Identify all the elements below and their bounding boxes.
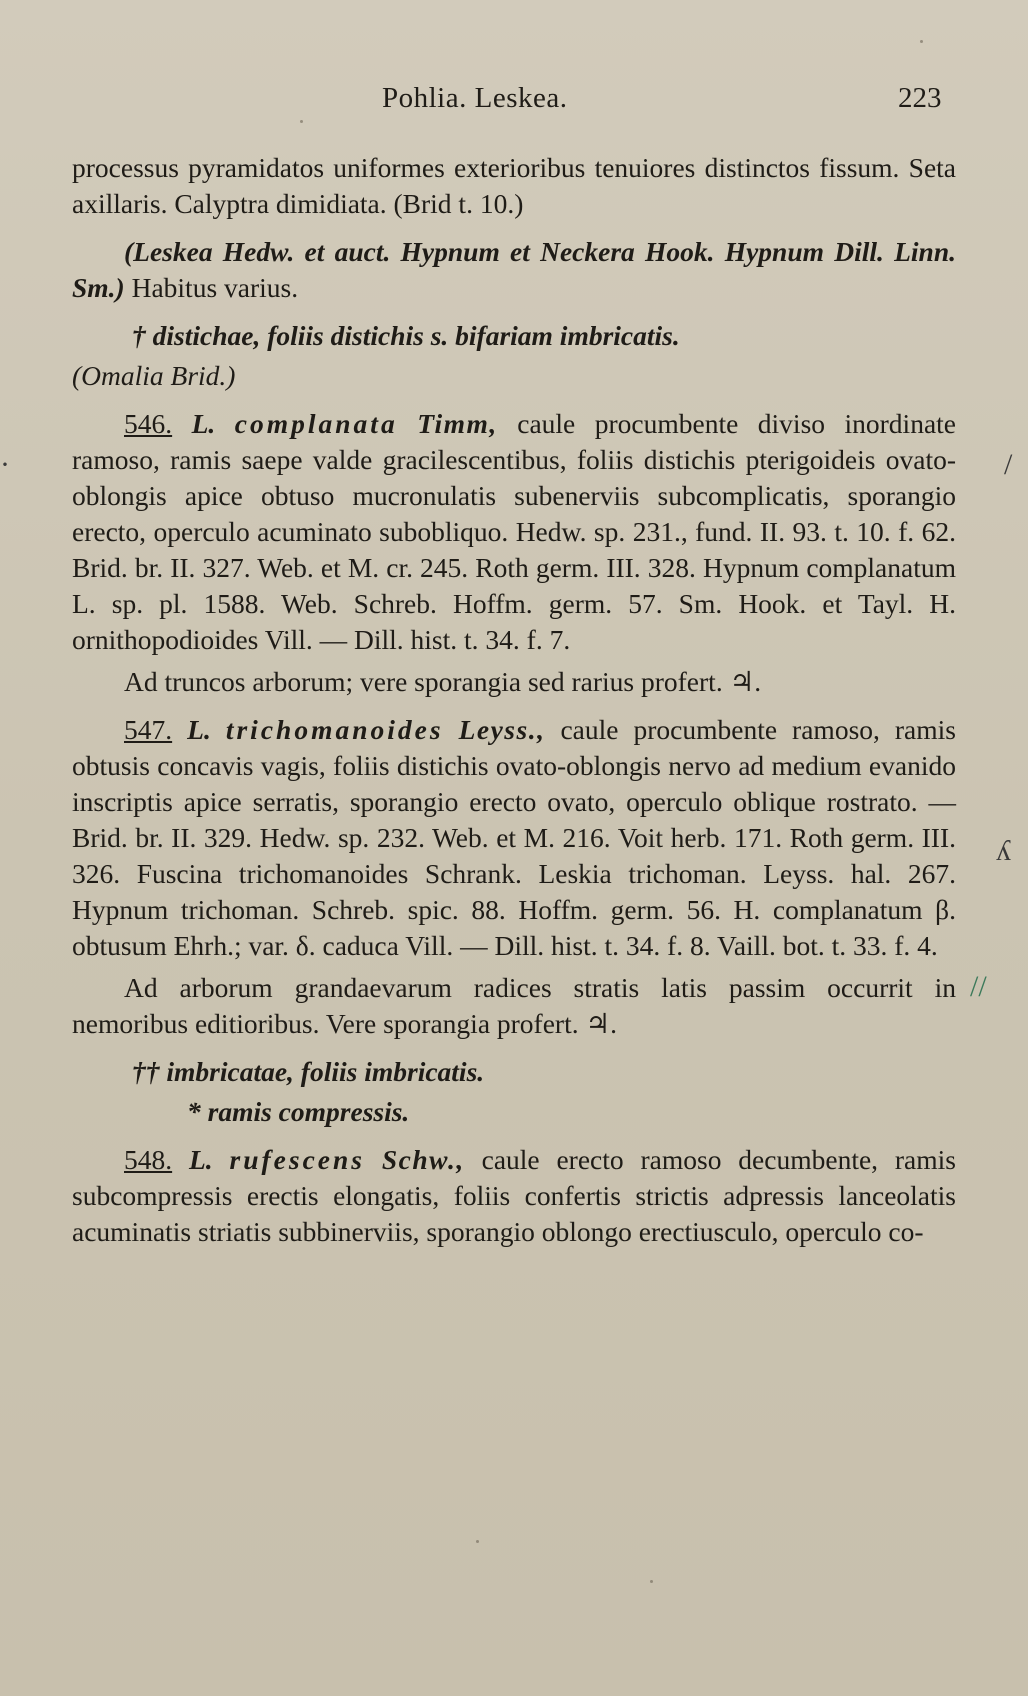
page-header [0, 76, 1028, 120]
page-number: 223 [898, 82, 942, 114]
paper-speck [300, 120, 303, 123]
entry-author: Leyss., [458, 714, 546, 745]
entry-number: 546. [124, 408, 173, 439]
paper-speck [650, 1580, 653, 1583]
entry-genus: L. [187, 714, 211, 745]
synonyms-paragraph [72, 234, 956, 306]
running-head: Pohlia. Leskea. [382, 82, 568, 114]
entry-genus: L. [188, 1144, 213, 1175]
entry-author: Schw., [381, 1144, 465, 1175]
pencil-mark-icon: // [970, 970, 987, 1003]
entry-548 [72, 1142, 956, 1250]
entry-species: rufescens [229, 1144, 366, 1175]
section2-sub [72, 1094, 956, 1130]
entry-546 [72, 406, 956, 658]
entry-text: caule procumbente ramoso, ramis obtusis concavis vagis, foliis distichis ovato-oblongis nervo ad medium evanido inscriptis apice serratis, sporangio erecto ovato, operculo oblique rostrato. — Brid. br. II. 329. Hedw. sp. 232. Web. et M. 216. Voit herb. 171. Roth germ. III. 326. Fuscina trichomanoides Schrank. Leskia trichoman. Leyss. hal. 267. Hypnum trichoman. Schreb. spic. 88. Hoffm. germ. 56. H. complanatum β. obtusum Ehrh.; var. δ. caduca Vill. — Dill. hist. t. 34. f. 8. Vaill. bot. t. 33. f. 4. [72, 714, 956, 961]
entry-547 [72, 712, 956, 964]
entry-habitat: Ad arborum grandaevarum radices stratis latis passim occurrit in nemoribus editioribus. Vere sporangia profert. ♃. [72, 972, 956, 1039]
habitus-text: Habitus varius. [131, 272, 299, 303]
intro-paragraph: processus pyramidatos uniformes exterioribus tenuiores distinctos fissum. Seta axillaris. Calyptra dimidiata. (Brid t. 10.) [72, 152, 956, 219]
entry-text: caule erecto ramoso decumbente, ramis subcompressis erectis elongatis, foliis confertis strictis adpressis lanceolatis acuminatis striatis subbinerviis, sporangio oblongo erectiusculo, operculo co- [72, 1144, 956, 1247]
page-body [72, 150, 956, 1262]
entry-species: complanata [234, 408, 398, 439]
synonyms-text: (Leskea Hedw. et auct. Hypnum et Neckera Hook. Hypnum Dill. Linn. Sm.) [72, 236, 956, 303]
section-heading-imbricatae [72, 1054, 956, 1090]
entry-547-habitat [72, 970, 956, 1042]
section-heading-distichae [72, 318, 956, 354]
pencil-mark-icon: ʎ [996, 834, 1011, 867]
entry-species: trichomanoides [225, 714, 444, 745]
entry-genus: L. [191, 408, 216, 439]
entry-author: Timm, [417, 408, 498, 439]
paper-speck [476, 1540, 479, 1543]
entry-habitat: Ad truncos arborum; vere sporangia sed rarius profert. ♃. [124, 666, 762, 697]
section1-sub [72, 358, 956, 394]
entry-text: caule procumbente diviso inordinate ramoso, ramis saepe valde gracilescentibus, foliis distichis pterigoideis ovato-oblongis apice obtuso mucronulatis subenerviis subcomplicatis, sporangio erecto, operculo acuminato subobliquo. Hedw. sp. 231., fund. II. 93. t. 10. f. 62. Brid. br. II. 327. Web. et M. cr. 245. Roth germ. III. 328. Hypnum complanatum L. sp. pl. 1588. Web. Schreb. Hoffm. germ. 57. Sm. Hook. et Tayl. H. ornithopodioides Vill. — Dill. hist. t. 34. f. 7. [72, 408, 956, 655]
entry-number: 548. [124, 1144, 173, 1175]
section1-heading: † distichae, foliis distichis s. bifariam imbricatis. [132, 320, 680, 351]
margin-tick-icon: · [0, 448, 10, 481]
pencil-mark-icon: / [1004, 448, 1013, 481]
entry-number: 547. [124, 714, 173, 745]
section2-heading: †† imbricatae, foliis imbricatis. [132, 1056, 485, 1087]
section2-subtitle: * ramis compressis. [187, 1096, 410, 1127]
paper-speck [920, 40, 923, 43]
section1-subtitle: (Omalia Brid.) [72, 360, 236, 391]
entry-546-habitat [72, 664, 956, 700]
